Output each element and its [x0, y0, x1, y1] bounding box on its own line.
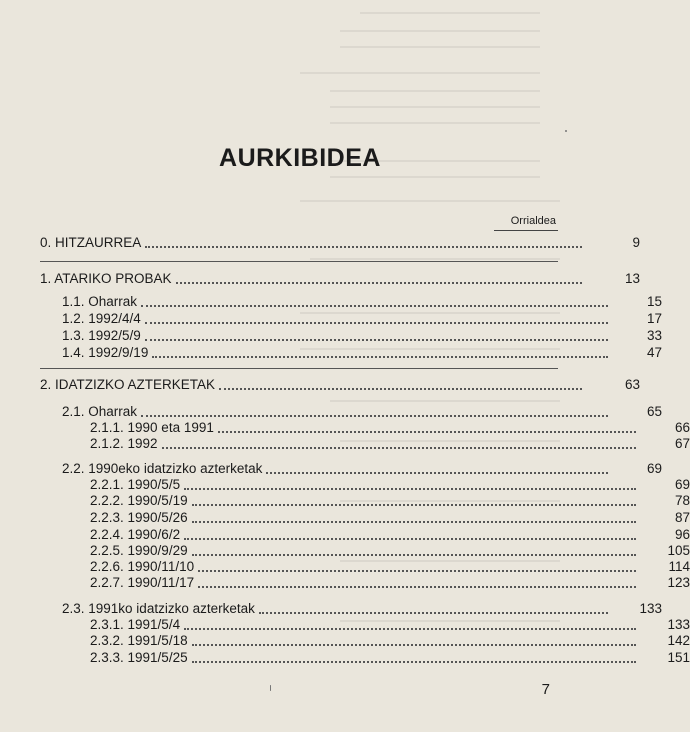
toc-entry-title: 1.4. 1992/9/19 — [62, 345, 149, 360]
toc-entry-page: 17 — [646, 311, 662, 326]
toc-entry-page: 9 — [632, 235, 640, 250]
toc-entry-page: 67 — [674, 436, 690, 451]
dot-leader — [152, 356, 608, 358]
dot-leader — [176, 282, 582, 284]
toc-entry-page: 123 — [667, 575, 690, 590]
toc-entry-1-1 — [0, 293, 662, 311]
toc-entry-title: 2.2.3. 1990/5/26 — [90, 510, 188, 525]
toc-entry-title: 1.1. Oharrak — [62, 294, 138, 309]
toc-entry-page: 69 — [646, 461, 662, 476]
toc-entry-title: 1.2. 1992/4/4 — [62, 311, 141, 326]
toc-entry-1-2 — [0, 310, 662, 328]
dot-leader — [184, 628, 636, 630]
dot-leader — [141, 415, 608, 417]
toc-entry-atariko-probak — [0, 270, 640, 288]
toc-entry-page: 69 — [674, 477, 690, 492]
toc-entry-2-3-3 — [0, 649, 690, 667]
toc-entry-title: 2.2.6. 1990/11/10 — [90, 559, 195, 574]
toc-entry-idatzizko-azterketak — [0, 376, 640, 394]
toc-entry-title: 2.2.5. 1990/9/29 — [90, 543, 188, 558]
toc-entry-page: 33 — [646, 328, 662, 343]
dot-leader — [162, 447, 636, 449]
paper-speck — [270, 685, 271, 691]
toc-entry-title: 2. IDATZIZKO AZTERKETAK — [40, 377, 216, 392]
toc-entry-1-4 — [0, 344, 662, 362]
toc-entry-page: 65 — [646, 404, 662, 419]
dot-leader — [192, 554, 636, 556]
toc-entry-title: 2.1.1. 1990 eta 1991 — [90, 420, 214, 435]
dot-leader — [198, 586, 636, 588]
toc-entry-2-1-2 — [0, 435, 690, 453]
toc-entry-title: 2.3.2. 1991/5/18 — [90, 633, 188, 648]
dot-leader — [192, 521, 636, 523]
toc-entry-title: 2.1. Oharrak — [62, 404, 138, 419]
toc-entry-1-3 — [0, 327, 662, 345]
page-column-header: Orrialdea — [510, 215, 556, 227]
toc-entry-2-2-3 — [0, 509, 690, 527]
toc-entry-page: 151 — [667, 650, 690, 665]
dot-leader — [141, 305, 608, 307]
toc-entry-title: 2.1.2. 1992 — [90, 436, 158, 451]
toc-entry-page: 142 — [667, 633, 690, 648]
dot-leader — [145, 339, 608, 341]
column-header-rule — [494, 230, 558, 231]
toc-entry-page: 15 — [646, 294, 662, 309]
toc-entry-title: 0. HITZAURREA — [40, 235, 142, 250]
dot-leader — [192, 661, 636, 663]
toc-entry-title: 2.2.1. 1990/5/5 — [90, 477, 181, 492]
toc-entry-page: 66 — [674, 420, 690, 435]
toc-entry-page: 63 — [624, 377, 640, 392]
toc-entry-title: 2.3.1. 1991/5/4 — [90, 617, 181, 632]
dot-leader — [184, 488, 636, 490]
toc-entry-page: 47 — [646, 345, 662, 360]
toc-entry-2-3-2 — [0, 632, 690, 650]
toc-entry-title: 2.2.2. 1990/5/19 — [90, 493, 188, 508]
dot-leader — [259, 612, 608, 614]
paper-speck — [565, 130, 567, 132]
toc-entry-2-2-7 — [0, 574, 690, 592]
dot-leader — [198, 570, 636, 572]
toc-entry-title: 2.2.4. 1990/6/2 — [90, 527, 181, 542]
section-divider — [40, 368, 558, 369]
toc-entry-2-2-2 — [0, 492, 690, 510]
toc-entry-page: 13 — [624, 271, 640, 286]
toc-entry-title: 2.2.7. 1990/11/17 — [90, 575, 195, 590]
toc-entry-title: 2.3.3. 1991/5/25 — [90, 650, 188, 665]
dot-leader — [184, 538, 636, 540]
page-title: AURKIBIDEA — [219, 144, 381, 172]
toc-entry-page: 87 — [674, 510, 690, 525]
toc-entry-page: 133 — [667, 617, 690, 632]
toc-entry-title: 1. ATARIKO PROBAK — [40, 271, 172, 286]
dot-leader — [218, 431, 636, 433]
dot-leader — [145, 246, 582, 248]
toc-entry-title: 2.3. 1991ko idatzizko azterketak — [62, 601, 255, 616]
dot-leader — [192, 504, 636, 506]
dot-leader — [219, 388, 582, 390]
toc-entry-title: 2.2. 1990eko idatzizko azterketak — [62, 461, 263, 476]
toc-entry-page: 133 — [639, 601, 662, 616]
dot-leader — [192, 644, 636, 646]
toc-entry-page: 96 — [674, 527, 690, 542]
toc-entry-page: 114 — [668, 559, 690, 574]
section-divider — [40, 261, 558, 262]
toc-entry-title: 1.3. 1992/5/9 — [62, 328, 141, 343]
dot-leader — [145, 322, 608, 324]
toc-entry-hitzaurrea — [0, 234, 640, 252]
dot-leader — [266, 472, 608, 474]
toc-entry-page: 105 — [667, 543, 690, 558]
toc-entry-page: 78 — [674, 493, 690, 508]
page-number: 7 — [541, 681, 550, 698]
